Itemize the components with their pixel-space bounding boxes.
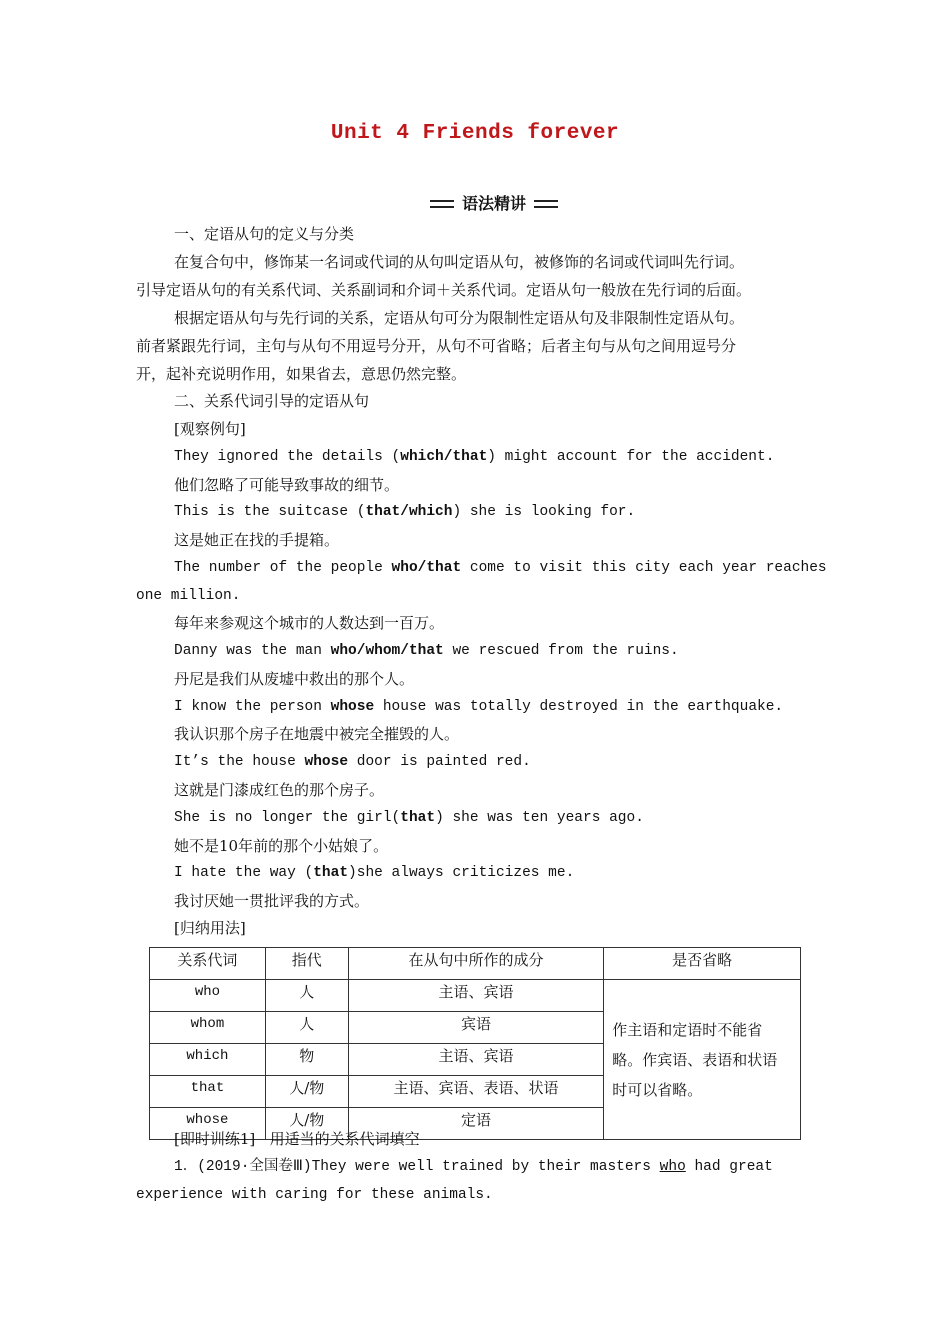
example-sentence: She is no longer the girl(that) she was ten years ago. bbox=[174, 810, 644, 826]
example-translation: 我讨厌她一贯批评我的方式。 bbox=[174, 892, 370, 910]
example-sentence: They ignored the details (which/that) might account for the accident. bbox=[174, 449, 775, 465]
table-cell: 人/物 bbox=[265, 1108, 348, 1140]
omit-note-cell: 作主语和定语时不能省略。作宾语、表语和状语时可以省略。 bbox=[604, 980, 801, 1140]
subsection-label: [归纳用法] bbox=[174, 919, 246, 937]
practice-question: 1．(2019·全国卷Ⅲ)They were well trained by their masters who had great bbox=[174, 1159, 773, 1175]
paragraph-line: 在复合句中，修饰某一名词或代词的从句叫定语从句，被修饰的名词或代词叫先行词。 bbox=[174, 253, 745, 271]
example-translation: 我认识那个房子在地震中被完全摧毁的人。 bbox=[174, 725, 460, 743]
example-sentence-continued: one million. bbox=[136, 588, 241, 604]
relative-pronoun: which/that bbox=[400, 449, 488, 465]
table-cell: 主语、宾语 bbox=[348, 1044, 604, 1076]
table-header: 在从句中所作的成分 bbox=[348, 948, 604, 980]
example-translation: 他们忽略了可能导致事故的细节。 bbox=[174, 476, 400, 494]
practice-instruction: 用适当的关系代词填空 bbox=[269, 1130, 420, 1148]
paragraph-line: 开，起补充说明作用，如果省去，意思仍然完整。 bbox=[136, 365, 467, 383]
relative-pronoun: that/which bbox=[365, 504, 453, 520]
example-translation: 这就是门漆成红色的那个房子。 bbox=[174, 781, 385, 799]
relative-pronoun-table bbox=[149, 947, 801, 1140]
practice-label: [即时训练1] bbox=[174, 1130, 256, 1148]
example-sentence: Danny was the man who/whom/that we rescued from the ruins. bbox=[174, 643, 679, 659]
example-sentence: This is the suitcase (that/which) she is looking for. bbox=[174, 504, 636, 520]
relative-pronoun: whose bbox=[304, 754, 349, 770]
page-title: Unit 4 Friends forever bbox=[330, 122, 620, 145]
section-banner bbox=[430, 194, 558, 214]
table-cell: who bbox=[150, 980, 266, 1012]
table-cell: 人 bbox=[265, 1012, 348, 1044]
table-header: 指代 bbox=[265, 948, 348, 980]
table-cell: 定语 bbox=[348, 1108, 604, 1140]
table-header: 关系代词 bbox=[150, 948, 266, 980]
paragraph-line: 引导定语从句的有关系代词、关系副词和介词＋关系代词。定语从句一般放在先行词的后面。 bbox=[136, 281, 752, 299]
table-cell: whose bbox=[150, 1108, 266, 1140]
table-cell: 宾语 bbox=[348, 1012, 604, 1044]
table-cell: which bbox=[150, 1044, 266, 1076]
subsection-label: [观察例句] bbox=[174, 420, 246, 438]
table-header: 是否省略 bbox=[604, 948, 801, 980]
section-heading: 一、定语从句的定义与分类 bbox=[174, 225, 355, 243]
example-translation: 这是她正在找的手提箱。 bbox=[174, 531, 340, 549]
table-cell: 物 bbox=[265, 1044, 348, 1076]
answer-blank: who bbox=[659, 1159, 686, 1175]
table-cell: 主语、宾语 bbox=[348, 980, 604, 1012]
table-cell: 人/物 bbox=[265, 1076, 348, 1108]
example-translation: 丹尼是我们从废墟中救出的那个人。 bbox=[174, 670, 415, 688]
example-sentence: It’s the house whose door is painted red. bbox=[174, 754, 531, 770]
table-cell: whom bbox=[150, 1012, 266, 1044]
relative-pronoun: that bbox=[313, 865, 349, 881]
practice-question-continued: experience with caring for these animals. bbox=[136, 1187, 493, 1203]
relative-pronoun: who/that bbox=[391, 560, 462, 576]
banner-label: 语法精讲 bbox=[454, 194, 534, 214]
practice-heading bbox=[174, 1129, 854, 1149]
relative-pronoun: that bbox=[400, 810, 436, 826]
example-sentence: The number of the people who/that come to visit this city each year reaches bbox=[174, 560, 827, 576]
relative-pronoun: whose bbox=[330, 699, 375, 715]
example-translation: 她不是10年前的那个小姑娘了。 bbox=[174, 837, 389, 855]
table-cell: 主语、宾语、表语、状语 bbox=[348, 1076, 604, 1108]
table-cell: 人 bbox=[265, 980, 348, 1012]
example-sentence: I hate the way (that)she always criticizes me. bbox=[174, 865, 575, 881]
relative-pronoun: who/whom/that bbox=[330, 643, 444, 659]
section-heading: 二、关系代词引导的定语从句 bbox=[174, 392, 370, 410]
paragraph-line: 根据定语从句与先行词的关系，定语从句可分为限制性定语从句及非限制性定语从句。 bbox=[174, 309, 745, 327]
table-cell: that bbox=[150, 1076, 266, 1108]
example-translation: 每年来参观这个城市的人数达到一百万。 bbox=[174, 614, 445, 632]
paragraph-line: 前者紧跟先行词，主句与从句不用逗号分开，从句不可省略；后者主句与从句之间用逗号分 bbox=[136, 337, 737, 355]
table-header-row bbox=[150, 948, 801, 980]
example-sentence: I know the person whose house was totally destroyed in the earthquake. bbox=[174, 699, 784, 715]
table-row bbox=[150, 980, 801, 1012]
